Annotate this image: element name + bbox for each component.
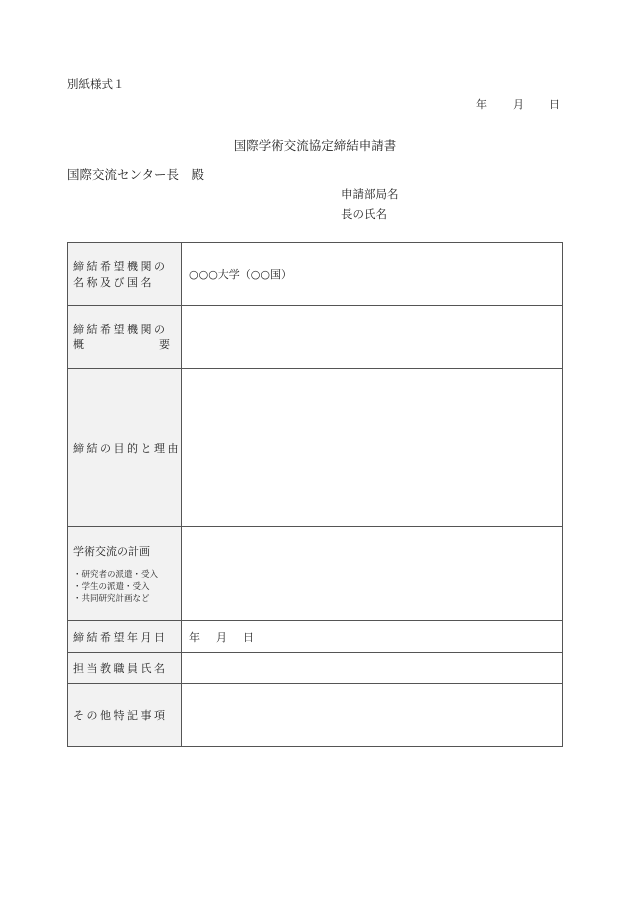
label-purpose-text: 締結の目的と理由 [73, 441, 181, 455]
label-overview-line1: 締結希望機関の [73, 323, 168, 336]
application-form-table [67, 242, 563, 747]
date-day: 日 [549, 98, 560, 111]
label-date-wish-text: 締結希望年月日 [73, 630, 168, 644]
label-overview-line2 [73, 337, 170, 353]
date-month: 月 [513, 98, 524, 111]
date-year: 年 [476, 98, 487, 111]
addressee: 国際交流センター長 殿 [67, 167, 205, 182]
field-plan[interactable] [182, 527, 563, 621]
form-number: 別紙様式１ [67, 77, 125, 91]
label-staff-text: 担当教職員氏名 [73, 662, 168, 675]
plan-note-joint-research: ・共同研究計画など [73, 593, 150, 604]
field-purpose[interactable] [182, 369, 563, 527]
label-institution-line1: 締結希望機関の [73, 260, 168, 273]
date-wish-day: 日 [243, 630, 254, 644]
label-plan-text: 学術交流の計画 [73, 544, 150, 558]
label-institution-line2: 名称及び国名 [73, 276, 154, 289]
label-institution [68, 243, 182, 306]
document-date [476, 96, 560, 112]
applicant-department-label: 申請部局名 [341, 187, 399, 201]
field-staff[interactable] [182, 653, 563, 684]
label-date-wish [68, 621, 182, 653]
row-institution [68, 243, 563, 306]
label-overview-right: 要 [159, 338, 170, 351]
row-purpose [68, 369, 563, 527]
row-date-wish [68, 621, 563, 653]
label-purpose [68, 369, 182, 527]
label-overview [68, 306, 182, 369]
field-other[interactable] [182, 684, 563, 747]
plan-note-students: ・学生の派遣・受入 [73, 581, 150, 592]
row-overview [68, 306, 563, 369]
label-other [68, 684, 182, 747]
page-title: 国際学術交流協定締結申請書 [233, 138, 397, 153]
date-wish-year: 年 [189, 630, 200, 644]
field-institution[interactable]: ○○○大学（○○国） [182, 243, 563, 306]
label-other-text: その他特記事項 [73, 709, 168, 722]
applicant-head-name-label: 長の氏名 [341, 207, 387, 221]
row-staff [68, 653, 563, 684]
field-overview[interactable] [182, 306, 563, 369]
row-plan [68, 527, 563, 621]
date-wish-month: 月 [216, 630, 227, 644]
label-staff [68, 653, 182, 684]
row-other [68, 684, 563, 747]
field-date-wish[interactable] [182, 621, 563, 653]
label-plan [68, 527, 182, 621]
plan-note-researchers: ・研究者の派遣・受入 [73, 569, 159, 580]
label-overview-left: 概 [73, 338, 84, 351]
